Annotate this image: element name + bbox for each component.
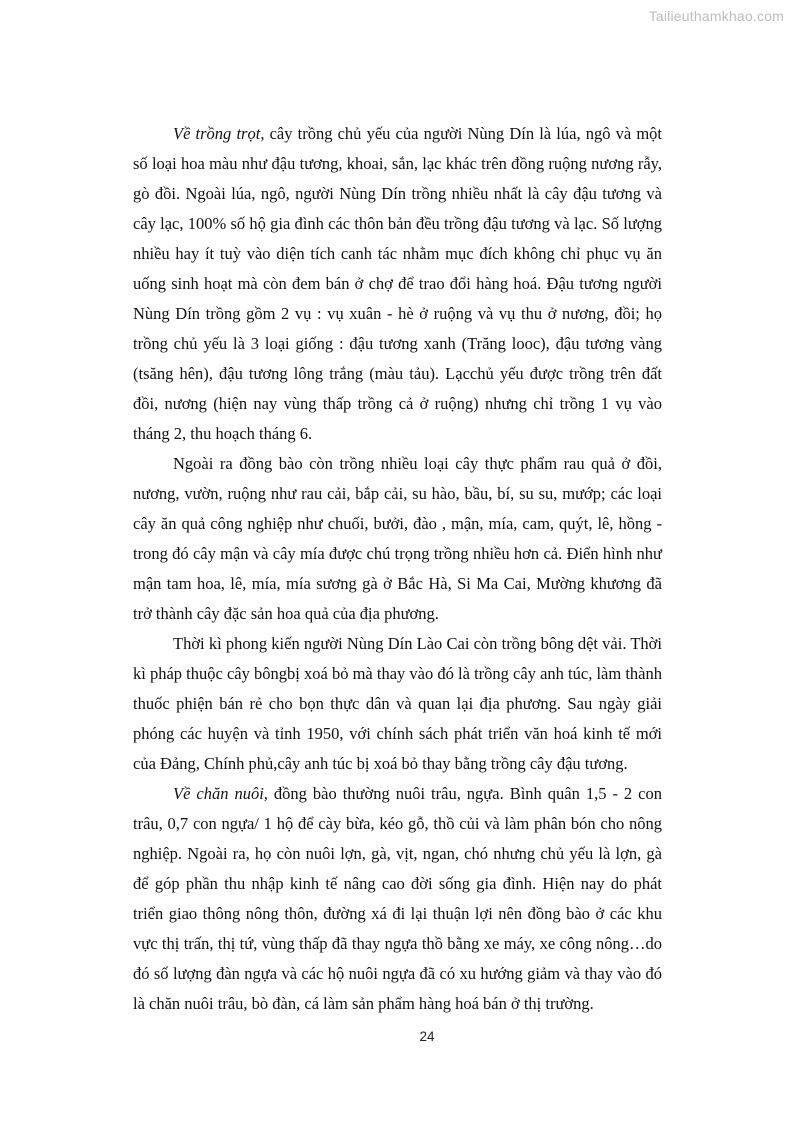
- paragraph: [133, 119, 662, 449]
- paragraph-lead-italic: Về chăn nuôi,: [173, 784, 268, 803]
- paragraph-text: Ngoài ra đồng bào còn trồng nhiều loại cây thực phẩm rau quả ở đồi, nương, vườn, ruộng như rau cải, bắp cải, su hào, bầu, bí, su su, mướp; các loại cây ăn quả công nghiệp như chuối, bưởi, đào , mận, mía, cam, quýt, lê, hồng - trong đó cây mận và cây mía được chú trọng trồng nhiều hơn cả. Điển hình như mận tam hoa, lê, mía, mía sương gà ở Bắc Hà, Si Ma Cai, Mường khương đã trở thành cây đặc sản hoa quả của địa phương.: [133, 454, 662, 623]
- watermark: Tailieuthamkhao.com: [648, 8, 784, 24]
- paragraph-text: Thời kì phong kiến người Nùng Dín Lào Cai còn trồng bông dệt vải. Thời kì pháp thuộc cây bôngbị xoá bỏ mà thay vào đó là trồng cây anh túc, làm thành thuốc phiện bán rẻ cho bọn thực dân và quan lại địa phương. Sau ngày giải phóng các huyện và tỉnh 1950, với chính sách phát triển văn hoá kinh tế mới của Đảng, Chính phủ,cây anh túc bị xoá bỏ thay bằng trồng cây đậu tương.: [133, 634, 662, 773]
- page-number: 24: [419, 1029, 435, 1044]
- paragraph-text: , cây trồng chủ yếu của người Nùng Dín là lúa, ngô và một số loại hoa màu như đậu tương, khoai, sắn, lạc khác trên đồng ruộng nương rẫy, gò đồi. Ngoài lúa, ngô, người Nùng Dín trồng nhiều nhất là cây đậu tương và cây lạc, 100% số hộ gia đình các thôn bản đều trồng đậu tương và lạc. Số lượng nhiều hay ít tuỳ vào diện tích canh tác nhằm mục đích không chỉ phục vụ ăn uống sinh hoạt mà còn đem bán ở chợ để trao đổi hàng hoá. Đậu tương người Nùng Dín trồng gồm 2 vụ : vụ xuân - hè ở ruộng và vụ thu ở nương, đồi; họ trồng chủ yếu là 3 loại giống : đậu tương xanh (Trăng looc), đậu tương vàng (tsăng hên), đậu tương lông trắng (màu tảu). Lạcchủ yếu được trồng trên đất đồi, nương (hiện nay vùng thấp trồng cả ở ruộng) nhưng chỉ trồng 1 vụ vào tháng 2, thu hoạch tháng 6.: [133, 124, 663, 443]
- document-body: [133, 119, 662, 1019]
- paragraph-lead-italic: Về trồng trọt: [173, 124, 261, 143]
- paragraph: [133, 629, 662, 779]
- paragraph: [133, 779, 662, 1019]
- paragraph: [133, 449, 662, 629]
- paragraph-text: đồng bào thường nuôi trâu, ngựa. Bình quân 1,5 - 2 con trâu, 0,7 con ngựa/ 1 hộ để cày bừa, kéo gỗ, thồ củi và làm phân bón cho nông nghiệp. Ngoài ra, họ còn nuôi lợn, gà, vịt, ngan, chó nhưng chủ yếu là lợn, gà để góp phần thu nhập kinh tế nâng cao đời sống gia đình. Hiện nay do phát triển giao thông nông thôn, đường xá đi lại thuận lợi nên đồng bào ở các khu vực thị trấn, thị tứ, vùng thấp đã thay ngựa thồ bằng xe máy, xe công nông…do đó số lượng đàn ngựa và các hộ nuôi ngựa đã có xu hướng giảm và thay vào đó là chăn nuôi trâu, bò đàn, cá làm sản phẩm hàng hoá bán ở thị trường.: [133, 784, 662, 1013]
